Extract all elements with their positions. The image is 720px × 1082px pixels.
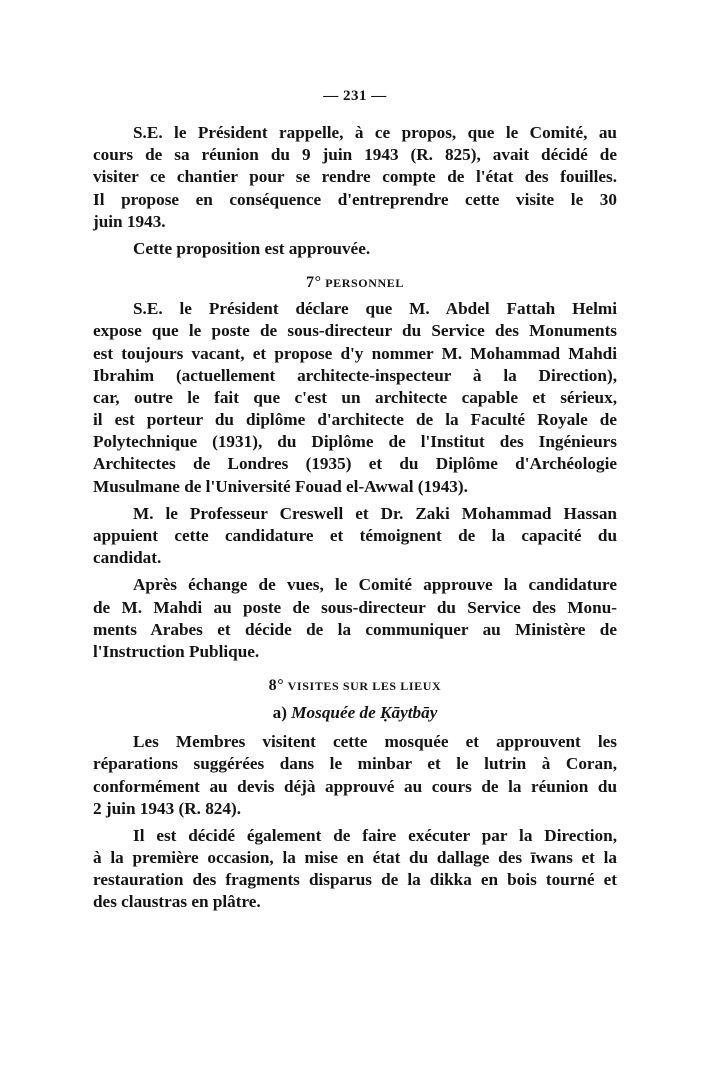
paragraph-personnel-3 bbox=[93, 574, 617, 663]
text-line: conformément au devis déjà approuvé au cours de la réunion du bbox=[93, 776, 617, 796]
text-line: Il est décidé également de faire exécuter par la Direction, bbox=[133, 825, 617, 845]
text-line: Les Membres visitent cette mosquée et approuvent les bbox=[133, 732, 617, 752]
subsection-label: a) bbox=[272, 703, 287, 723]
subsection-title: Mosquée de Ḳāytbāy bbox=[291, 703, 438, 723]
text-line: expose que le poste de sous-directeur du Service des Monuments bbox=[93, 321, 617, 341]
paragraph-visites-2 bbox=[93, 825, 617, 914]
section-number: 8° bbox=[268, 677, 285, 695]
text-line: des claustras en plâtre. bbox=[93, 892, 261, 912]
section-title: VISITES SUR LES LIEUX bbox=[287, 679, 442, 694]
text-line: restauration des fragments disparus de la dikka en bois tourné et bbox=[93, 870, 617, 890]
section-title: PERSONNEL bbox=[325, 276, 404, 291]
text-line: Polytechnique (1931), du Diplôme de l'Institut des Ingénieurs bbox=[93, 432, 617, 452]
text-line: l'Instruction Publique. bbox=[93, 641, 260, 661]
text-line: réparations suggérées dans le minbar et le lutrin à Coran, bbox=[93, 754, 617, 774]
text-line: Après échange de vues, le Comité approuve la candidature bbox=[133, 575, 617, 595]
subsection-heading bbox=[93, 701, 617, 725]
text-line: Ibrahim (actuellement architecte-inspecteur à la Direction), bbox=[93, 365, 617, 385]
text-line: 2 juin 1943 (R. 824). bbox=[93, 798, 242, 818]
page-number: — 231 — bbox=[323, 88, 387, 104]
text-line: il est porteur du diplôme d'architecte de la Faculté Royale de bbox=[93, 410, 617, 430]
text-line: Musulmane de l'Université Fouad el-Awwal (1943). bbox=[93, 476, 468, 496]
section-heading-visites bbox=[93, 675, 617, 697]
text-line: visiter ce chantier pour se rendre compte de l'état des fouilles. bbox=[93, 167, 617, 187]
text-line: candidat. bbox=[93, 548, 162, 568]
text-line: S.E. le Président déclare que M. Abdel Fattah Helmi bbox=[133, 299, 617, 319]
paragraph-personnel-2 bbox=[93, 503, 617, 570]
text-line: Il propose en conséquence d'entreprendre cette visite le 30 bbox=[93, 189, 617, 209]
paragraph-intro-2 bbox=[93, 238, 617, 260]
section-number: 7° bbox=[306, 274, 322, 292]
text-line: Architectes de Londres (1935) et du Diplôme d'Archéologie bbox=[93, 454, 617, 474]
text-line: juin 1943. bbox=[93, 211, 166, 231]
paragraph-intro-1 bbox=[93, 122, 617, 233]
text-line: appuient cette candidature et témoignent de la capacité du bbox=[93, 526, 617, 545]
text-line: Cette proposition est approuvée. bbox=[133, 238, 371, 258]
section-heading-personnel bbox=[93, 272, 617, 294]
text-line: ments Arabes et décide de la communiquer au Ministère de bbox=[93, 619, 617, 639]
text-line: M. le Professeur Creswell et Dr. Zaki Mohammad Hassan bbox=[133, 503, 617, 523]
paragraph-personnel-1 bbox=[93, 298, 617, 498]
text-line: car, outre le fait que c'est un architecte capable et sérieux, bbox=[93, 387, 617, 407]
text-line: est toujours vacant, et propose d'y nommer M. Mohammad Mahdi bbox=[93, 343, 617, 363]
paragraph-visites-1 bbox=[93, 731, 617, 820]
text-line: de M. Mahdi au poste de sous-directeur du Service des Monu- bbox=[93, 597, 617, 617]
text-line: cours de sa réunion du 9 juin 1943 (R. 825), avait décidé de bbox=[93, 145, 617, 165]
document-page bbox=[93, 88, 617, 914]
text-line: à la première occasion, la mise en état du dallage des īwans et la bbox=[93, 848, 617, 868]
text-line: S.E. le Président rappelle, à ce propos, que le Comité, au bbox=[133, 123, 617, 142]
